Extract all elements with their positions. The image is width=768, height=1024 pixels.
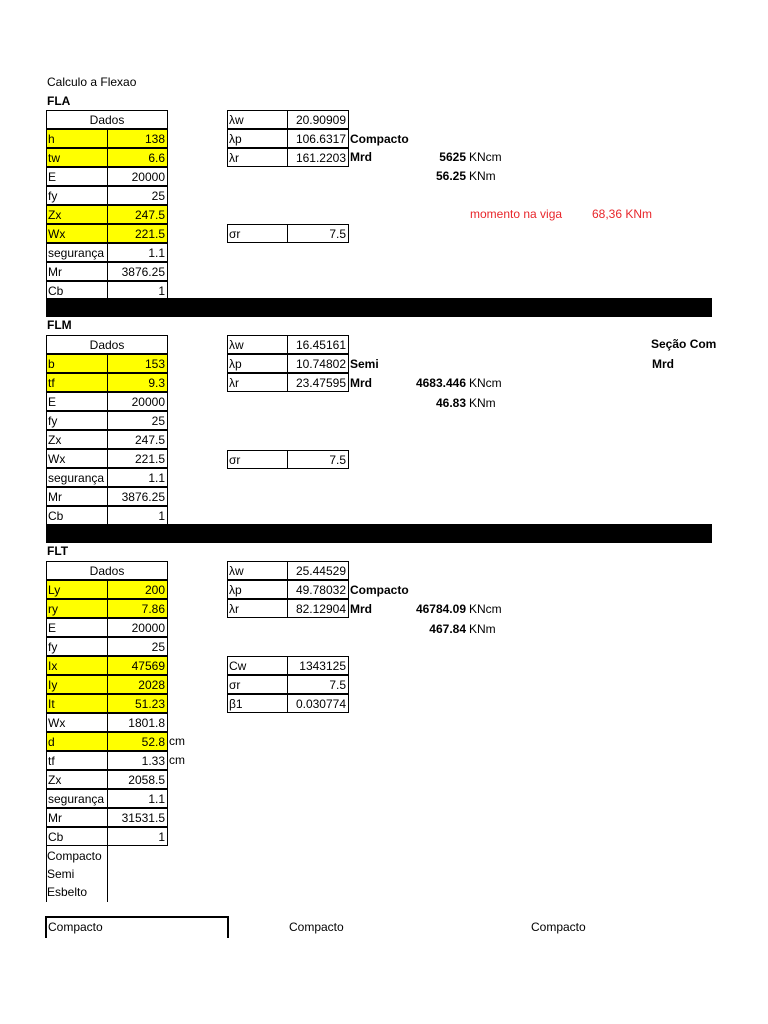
flt-mrd-kncm-value: 46784.09 [415, 602, 466, 616]
dados-value-cell[interactable]: 25 [107, 411, 168, 430]
lambda-label: λr [227, 148, 288, 167]
extra-label: σr [227, 675, 288, 694]
dados-value-cell[interactable]: 7.86 [107, 599, 168, 618]
flt-mrd-kncm-unit: KNcm [469, 602, 502, 616]
table-border [107, 846, 108, 902]
dados-value-cell[interactable]: 1801.8 [107, 713, 168, 732]
dados-label: E [46, 392, 108, 411]
lambda-value: 82.12904 [287, 599, 349, 618]
dados-label: ry [46, 599, 108, 618]
extra-label: β1 [227, 694, 288, 713]
flm-mrd-label: Mrd [350, 376, 372, 390]
dados-value-cell[interactable]: 47569 [107, 656, 168, 675]
dados-label: Wx [46, 224, 108, 243]
flm-result: Compacto [289, 920, 344, 934]
extra-value: 0.030774 [287, 694, 349, 713]
flm-mrd-knm-value: 46.83 [435, 396, 466, 410]
dados-value-cell[interactable]: 247.5 [107, 205, 168, 224]
fla-momento-label: momento na viga [470, 207, 563, 221]
table-border [46, 846, 47, 902]
fla-mrd-label: Mrd [350, 150, 372, 164]
dados-label: fy [46, 186, 108, 205]
dados-label: segurança [46, 468, 108, 487]
flm-side-mrd: Mrd [652, 357, 674, 371]
fla-sigma-label: σr [227, 224, 288, 243]
flm-classification: Semi [350, 357, 379, 371]
dados-value-cell[interactable]: 1.1 [107, 243, 168, 262]
dados-value-cell[interactable]: 20000 [107, 167, 168, 186]
dados-label: E [46, 618, 108, 637]
dados-value-cell[interactable]: 1.33 [107, 751, 168, 770]
lambda-label: λp [227, 580, 288, 599]
lambda-value: 161.2203 [287, 148, 349, 167]
lambda-label: λw [227, 335, 288, 354]
dados-value-cell[interactable]: 153 [107, 354, 168, 373]
extra-value: 7.5 [287, 675, 349, 694]
dados-value-cell[interactable]: 221.5 [107, 224, 168, 243]
flt-result: Compacto [531, 920, 586, 934]
flt-dados-header: Dados [46, 561, 168, 580]
dados-label: segurança [46, 789, 108, 808]
flt-option: Esbelto [47, 885, 88, 899]
fla-momento-value: 68,36 KNm [592, 207, 653, 221]
dados-label: Mr [46, 487, 108, 506]
lambda-label: λr [227, 599, 288, 618]
dados-label: Iy [46, 675, 108, 694]
dados-label: b [46, 354, 108, 373]
flm-mrd-kncm-value: 4683.446 [415, 376, 466, 390]
lambda-label: λp [227, 354, 288, 373]
dados-label: tw [46, 148, 108, 167]
dropdown-value: Compacto [48, 920, 103, 934]
dados-label: Wx [46, 449, 108, 468]
flm-side-text: Seção Com [651, 337, 717, 351]
flm-mrd-knm-unit: KNm [469, 396, 496, 410]
dados-label: Zx [46, 770, 108, 789]
flm-sigma-label: σr [227, 450, 288, 469]
extra-label: Cw [227, 656, 288, 675]
dados-label: Cb [46, 506, 108, 525]
fla-mrd-knm-unit: KNm [469, 169, 496, 183]
lambda-value: 25.44529 [287, 561, 349, 580]
section-divider [46, 524, 712, 543]
lambda-label: λw [227, 110, 288, 129]
fla-heading: FLA [47, 94, 71, 108]
dados-label: Wx [46, 713, 108, 732]
flt-classification: Compacto [350, 583, 409, 597]
flt-mrd-knm-value: 467.84 [429, 622, 466, 636]
flt-mrd-label: Mrd [350, 602, 372, 616]
sheet-title: Calculo a Flexao [47, 75, 137, 89]
fla-mrd-knm-value: 56.25 [435, 169, 466, 183]
dados-label: h [46, 129, 108, 148]
dados-label: Zx [46, 430, 108, 449]
dados-value-cell[interactable]: 6.6 [107, 148, 168, 167]
lambda-value: 49.78032 [287, 580, 349, 599]
dados-value-cell[interactable]: 1.1 [107, 789, 168, 808]
dados-value-cell[interactable]: 138 [107, 129, 168, 148]
fla-classification: Compacto [350, 132, 409, 146]
lambda-value: 20.90909 [287, 110, 349, 129]
dados-value-cell[interactable]: 1.1 [107, 468, 168, 487]
dados-label: Ix [46, 656, 108, 675]
lambda-value: 23.47595 [287, 373, 349, 392]
dados-label: Ly [46, 580, 108, 599]
section-divider [46, 298, 712, 317]
dados-value-cell[interactable]: 1 [107, 827, 168, 846]
dados-value-cell[interactable]: 3876.25 [107, 487, 168, 506]
dados-value-cell[interactable]: 25 [107, 186, 168, 205]
dados-value-cell[interactable]: 52.8 [107, 732, 168, 751]
lambda-label: λr [227, 373, 288, 392]
dados-value-cell[interactable]: 1 [107, 281, 168, 300]
lambda-value: 106.6317 [287, 129, 349, 148]
dados-label: Mr [46, 262, 108, 281]
dados-value-cell[interactable]: 20000 [107, 618, 168, 637]
dados-value-cell[interactable]: 9.3 [107, 373, 168, 392]
dados-unit: cm [169, 753, 185, 767]
dados-value-cell[interactable]: 31531.5 [107, 808, 168, 827]
dados-unit: cm [169, 734, 185, 748]
lambda-value: 10.74802 [287, 354, 349, 373]
dados-value-cell[interactable]: 51.23 [107, 694, 168, 713]
dados-label: Cb [46, 827, 108, 846]
dados-label: Zx [46, 205, 108, 224]
flm-dados-header: Dados [46, 335, 168, 354]
dados-label: d [46, 732, 108, 751]
fla-mrd-kncm-value: 5625 [439, 150, 466, 164]
dados-label: E [46, 167, 108, 186]
fla-mrd-kncm-unit: KNcm [469, 150, 502, 164]
dados-value-cell[interactable]: 1 [107, 506, 168, 525]
flt-option: Semi [47, 867, 75, 881]
dados-value-cell[interactable]: 221.5 [107, 449, 168, 468]
dados-value-cell[interactable]: 20000 [107, 392, 168, 411]
dados-value-cell[interactable]: 25 [107, 637, 168, 656]
dados-label: Cb [46, 281, 108, 300]
flt-option: Compacto [47, 849, 102, 863]
dados-label: tf [46, 373, 108, 392]
lambda-value: 16.45161 [287, 335, 349, 354]
dados-value-cell[interactable]: 3876.25 [107, 262, 168, 281]
fla-sigma-value: 7.5 [287, 224, 349, 243]
flm-heading: FLM [47, 318, 72, 332]
lambda-label: λp [227, 129, 288, 148]
dados-value-cell[interactable]: 2028 [107, 675, 168, 694]
dados-value-cell[interactable]: 247.5 [107, 430, 168, 449]
dados-label: Mr [46, 808, 108, 827]
lambda-label: λw [227, 561, 288, 580]
flm-sigma-value: 7.5 [287, 450, 349, 469]
flt-mrd-knm-unit: KNm [469, 622, 496, 636]
dados-label: fy [46, 637, 108, 656]
dados-label: It [46, 694, 108, 713]
dados-label: fy [46, 411, 108, 430]
flm-mrd-kncm-unit: KNcm [469, 376, 502, 390]
classification-dropdown[interactable] [45, 916, 229, 938]
dados-label: segurança [46, 243, 108, 262]
fla-dados-header: Dados [46, 110, 168, 129]
dados-label: tf [46, 751, 108, 770]
flt-heading: FLT [47, 544, 69, 558]
dados-value-cell[interactable]: 2058.5 [107, 770, 168, 789]
dados-value-cell[interactable]: 200 [107, 580, 168, 599]
extra-value: 1343125 [287, 656, 349, 675]
